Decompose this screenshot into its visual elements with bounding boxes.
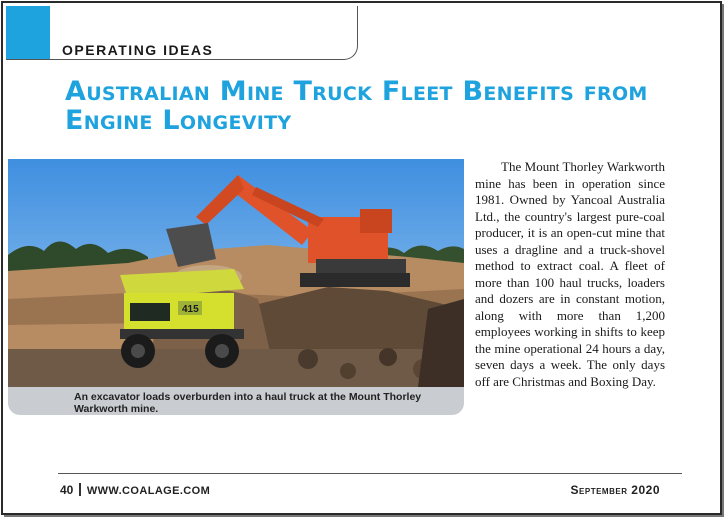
accent-block (6, 6, 50, 59)
article-title: Australian Mine Truck Fleet Benefits from Engine Longevity (65, 76, 648, 136)
issue-date: September 2020 (570, 483, 660, 497)
page-number: 40 (60, 483, 74, 497)
footer-divider (58, 473, 682, 474)
article-body: The Mount Thorley Warkworth mine has been in operation since 1981. Owned by Yancoal Australia Ltd., the country's largest pure-coal producer, it is an open-cut mine that uses a dragline and a truck-shovel method to extract coal. A fleet of more than 100 haul trucks, loaders and dozers are in constant motion, along with more than 1,200 employees working in shifts to keep the mine operational 24 hours a day, seven days a week. The only days off are Christmas and Boxing Day. (475, 159, 665, 389)
mine-photo-illustration (8, 159, 464, 387)
footer-separator (79, 483, 81, 496)
truck-number: 415 (182, 304, 199, 315)
mine-photo (8, 159, 464, 387)
photo-caption: An excavator loads overburden into a haul truck at the Mount Thorley Warkworth mine. (74, 391, 422, 415)
magazine-page (1, 1, 722, 515)
website-link[interactable]: WWW.COALAGE.COM (86, 485, 211, 497)
photo-card (8, 159, 464, 415)
section-label: OPERATING IDEAS (62, 42, 214, 58)
footer-left (60, 483, 210, 497)
section-tab (6, 6, 358, 60)
